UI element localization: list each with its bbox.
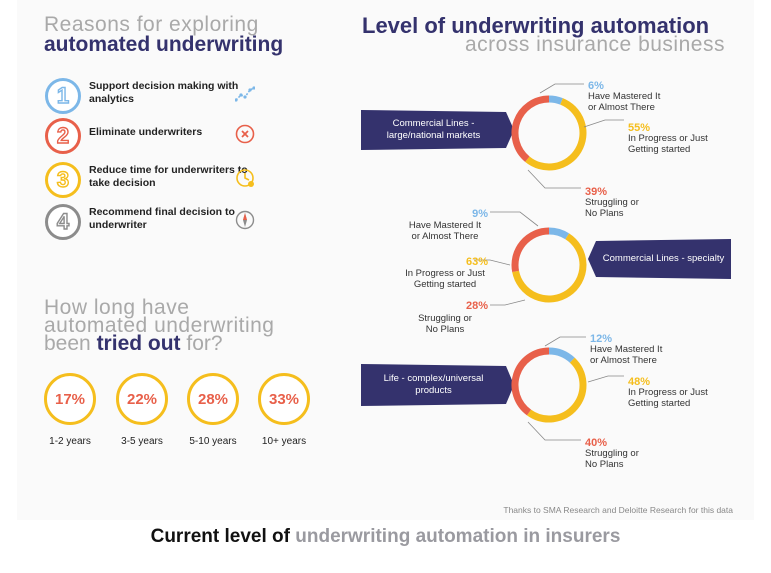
reason-text: Support decision making with analytics xyxy=(89,80,239,105)
slice-label: or Almost There xyxy=(590,355,657,366)
slice-label: No Plans xyxy=(585,208,624,219)
footer-title-light: underwriting automation in insurers xyxy=(295,526,621,547)
slice-label: No Plans xyxy=(425,324,465,335)
right-title-light: across insurance business xyxy=(465,33,725,56)
slice-label: Have Mastered It xyxy=(590,344,663,355)
slice-label: In Progress or Just xyxy=(405,268,485,279)
donut-slice xyxy=(529,360,583,419)
percent-circle: 17% xyxy=(44,373,96,425)
reasons-title-light: Reasons for exploring xyxy=(44,13,259,36)
slice-value: 40% xyxy=(585,437,608,449)
slice-label: No Plans xyxy=(585,459,624,470)
tried-title-post: for? xyxy=(186,332,223,355)
segment-banner-label: Life - complex/universal products xyxy=(383,373,484,396)
slice-label: Struggling or xyxy=(418,313,472,324)
duration-label: 10+ years xyxy=(261,436,307,447)
leader-line xyxy=(545,337,586,346)
leader-line xyxy=(584,120,624,127)
donut-slice xyxy=(516,236,583,299)
slice-label: Getting started xyxy=(628,398,691,409)
reason-number: 1 xyxy=(45,78,81,114)
donut-slice xyxy=(549,351,572,360)
data-credit: Thanks to SMA Research and Deloitte Research for this data xyxy=(503,505,733,515)
slice-label: Struggling or xyxy=(585,197,639,208)
slice-label: or Almost There xyxy=(411,231,479,242)
reason-text: Eliminate underwriters xyxy=(89,126,203,138)
leader-line xyxy=(490,300,525,305)
slice-label: Have Mastered It xyxy=(588,91,661,102)
duration-label: 3-5 years xyxy=(121,436,163,447)
donut-slice xyxy=(515,351,549,413)
percent-circle: 22% xyxy=(116,373,168,425)
tried-title-bold: tried out xyxy=(96,332,181,355)
slice-value: 28% xyxy=(465,300,488,312)
leader-line xyxy=(528,422,581,440)
slice-label: Have Mastered It xyxy=(408,220,482,231)
tried-title-pre: been xyxy=(44,332,91,355)
tried-title-line1: How long have xyxy=(44,296,190,319)
leader-line xyxy=(490,212,538,226)
footer-title-dark: Current level of xyxy=(150,526,290,547)
slice-label: In Progress or Just xyxy=(628,133,708,144)
reason-text: Recommend final decision to underwriter xyxy=(89,206,235,231)
leader-line xyxy=(588,376,624,382)
reason-number: 2 xyxy=(45,118,81,154)
donut-slice xyxy=(515,99,549,159)
reasons-title-dark: automated underwriting xyxy=(44,33,284,56)
percent-circle: 33% xyxy=(258,373,310,425)
segment-banner-label: Commercial Lines - large/national markets xyxy=(386,118,481,141)
segment-banner-label: Commercial Lines - specialty xyxy=(602,253,725,264)
leader-line xyxy=(528,170,581,188)
slice-value: 9% xyxy=(472,208,488,220)
donut-slice xyxy=(527,101,583,167)
slice-value: 55% xyxy=(628,122,651,134)
right-title-dark: Level of underwriting automation xyxy=(362,13,710,38)
slice-label: or Almost There xyxy=(588,102,655,113)
slice-label: In Progress or Just xyxy=(628,387,708,398)
slice-value: 39% xyxy=(585,186,608,198)
donut-slice xyxy=(549,99,562,101)
tried-title-line2: automated underwriting xyxy=(44,314,275,337)
donut-slice xyxy=(515,231,549,271)
slice-value: 48% xyxy=(628,376,651,388)
duration-label: 5-10 years xyxy=(189,436,237,447)
duration-label: 1-2 years xyxy=(49,436,91,447)
slice-value: 12% xyxy=(590,333,613,345)
leader-line xyxy=(540,84,584,93)
donut-slice xyxy=(549,231,567,236)
page-footer-title xyxy=(0,526,771,548)
slice-value: 63% xyxy=(465,256,488,268)
slice-value: 6% xyxy=(588,80,604,92)
slice-label: Getting started xyxy=(413,279,477,290)
slice-label: Struggling or xyxy=(585,448,639,459)
reason-text: Reduce time for underwriters to take decision xyxy=(89,164,248,189)
reason-number: 3 xyxy=(45,162,81,198)
slice-label: Getting started xyxy=(628,144,691,155)
percent-circle: 28% xyxy=(187,373,239,425)
reason-number: 4 xyxy=(45,204,81,240)
